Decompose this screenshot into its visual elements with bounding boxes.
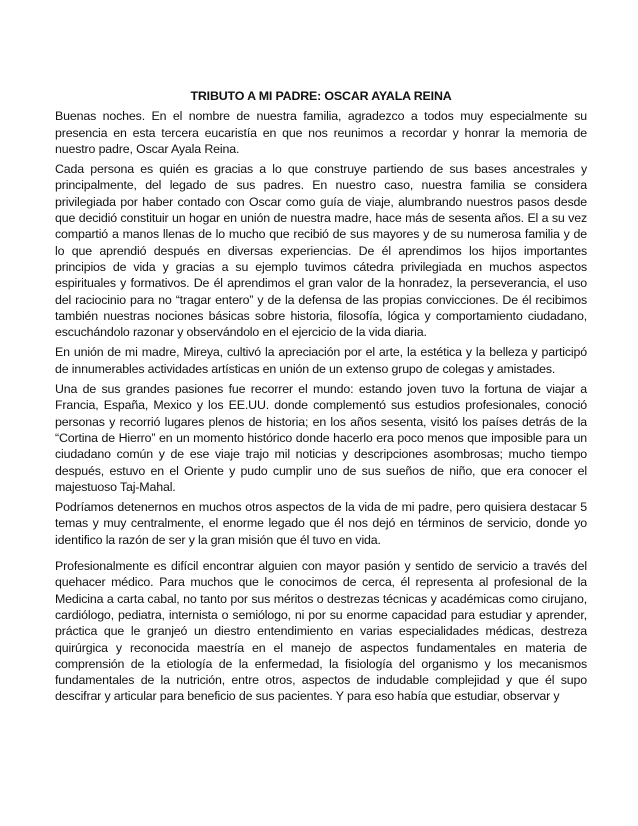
paragraph-art: En unión de mi madre, Mireya, cultivó la apreciación por el arte, la estética y la belleza y participó de innumerables actividades artísticas en unión de un extenso grupo de colegas y amistades. <box>55 345 587 376</box>
paragraph-legacy: Cada persona es quién es gracias a lo que construye partiendo de sus bases ancestrales y principalmente, del legado de sus padres. En nuestro caso, nuestra familia se considera privilegiada por haber contado con Oscar como guía de viaje, alumbrando nuestros pasos desde que decidió constituir un hogar en unión de nuestra madre, hace más de sesenta años. El a su vez compartió a manos llenas de lo mucho que recibió de sus mayores y de su numerosa familia y de lo que aprendió después en diversas experiencias. De él aprendimos los hijos importantes principios de vida y gracias a su ejemplo tuvimos cátedra privilegiada en muchos aspectos espirituales y formativos. De él aprendimos el gran valor de la honradez, la perseverancia, el uso del raciocinio para no “tragar entero” y de la defensa de las propias convicciones. De él recibimos también nuestras nociones básicas sobre historia, filosofía, lógica y comportamiento ciudadano, escuchándolo razonar y observándolo en el ejercicio de la vida diaria. <box>55 162 587 340</box>
paragraph-greeting: Buenas noches. En el nombre de nuestra familia, agradezco a todos muy especialmente su presencia en esta tercera eucaristía en que nos reunimos a recordar y honrar la memoria de nuestro padre, Oscar Ayala Reina. <box>55 109 587 156</box>
paragraph-themes: Podríamos detenernos en muchos otros aspectos de la vida de mi padre, pero quisiera destacar 5 temas y muy centralmente, el enorme legado que él nos dejó en términos de servicio, donde yo identifico la razón de ser y la gran misión que él tuvo en vida. <box>55 500 587 547</box>
document-title: TRIBUTO A MI PADRE: OSCAR AYALA REINA <box>190 89 452 103</box>
paragraph-travel: Una de sus grandes pasiones fue recorrer el mundo: estando joven tuvo la fortuna de viajar a Francia, España, Mexico y los EE.UU. donde complementó sus estudios profesionales, conoció personas y recorrió lugares plenos de historia; en los años sesenta, visitó los países detrás de la “Cortina de Hierro” en un momento histórico donde hacerlo era poco menos que imposible para un ciudadano común y de ese viaje trajo mil noticias y descripciones asombrosas; mucho tiempo después, estuvo en el Oriente y pudo cumplir uno de sus sueños de niño, que era conocer el majestuoso Taj-Mahal. <box>55 382 587 494</box>
document-page <box>55 88 587 709</box>
paragraph-profession: Profesionalmente es difícil encontrar alguien con mayor pasión y sentido de servicio a través del quehacer médico. Para muchos que le conocimos de cerca, él representa al profesional de la Medicina a carta cabal, no tanto por sus méritos o destrezas técnicas y académicas como cirujano, cardiólogo, pediatra, internista o semiólogo, ni por su enorme capacidad para estudiar y aprender, práctica que le granjeó un diestro entendimiento en varias especialidades médicas, destreza quirúrgica y reconocida maestría en el manejo de aspectos fundamentales en materia de comprensión de la etiología de la enfermedad, la fisiología del organismo y los mecanismos fundamentales de la nutrición, entre otros, aspectos de indudable complejidad y que él supo descifrar y articular para beneficio de sus pacientes. Y para eso había que estudiar, observar y <box>55 559 587 704</box>
